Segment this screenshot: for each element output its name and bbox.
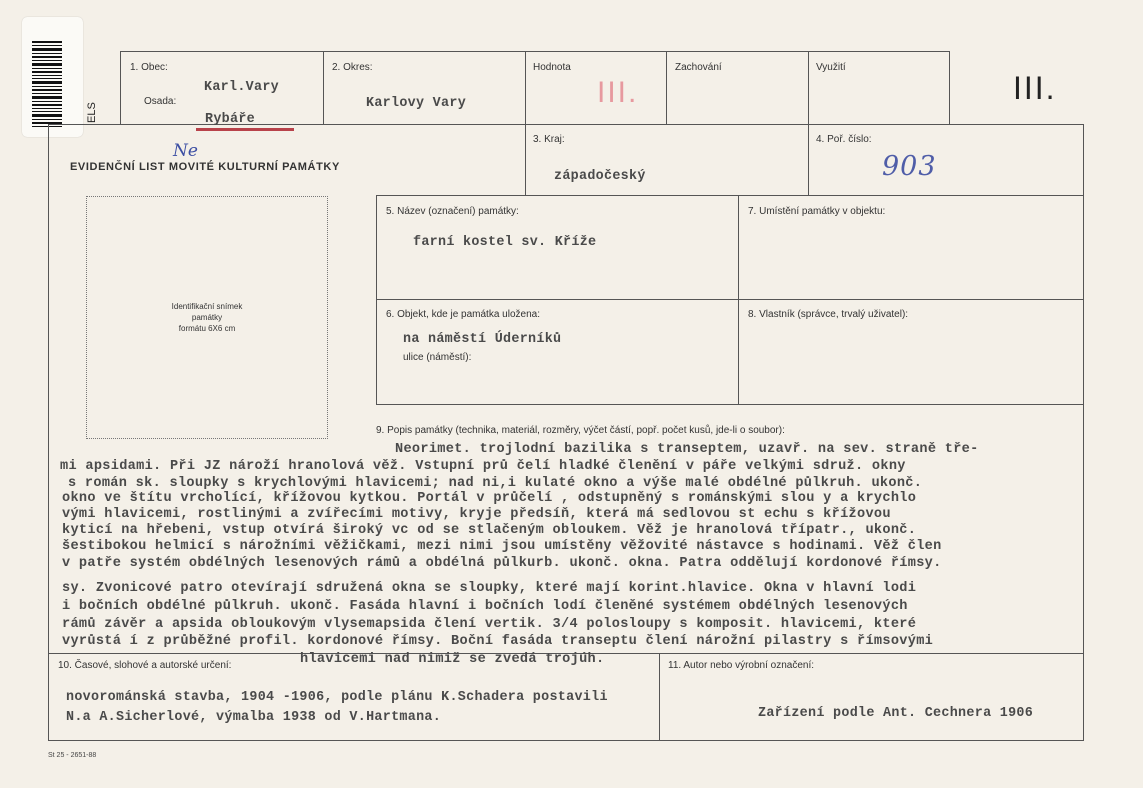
form-title: EVIDENČNÍ LIST MOVITÉ KULTURNÍ PAMÁTKY bbox=[70, 161, 340, 173]
handwritten-ne: Ne bbox=[173, 141, 198, 161]
kraj-label: 3. Kraj: bbox=[533, 134, 565, 145]
rule bbox=[120, 51, 121, 125]
autor-value: Zařízení podle Ant. Cechnera 1906 bbox=[758, 706, 1034, 721]
nazev-label: 5. Název (označení) památky: bbox=[386, 206, 519, 217]
rule bbox=[48, 740, 1084, 741]
red-underline bbox=[196, 128, 294, 131]
rule bbox=[666, 51, 667, 125]
umisteni-label: 7. Umístění památky v objektu: bbox=[748, 206, 886, 217]
rule bbox=[376, 195, 377, 404]
obec-label: 1. Obec: bbox=[130, 62, 168, 73]
barcode-label: ELS bbox=[86, 102, 98, 123]
rule bbox=[323, 51, 324, 125]
rule bbox=[376, 404, 1084, 405]
okres-label: 2. Okres: bbox=[332, 62, 373, 73]
rule bbox=[808, 51, 809, 195]
rule bbox=[949, 51, 950, 125]
photo-placeholder bbox=[86, 196, 328, 439]
rule bbox=[738, 195, 739, 404]
barcode-sticker bbox=[22, 17, 98, 137]
rule bbox=[376, 299, 1084, 300]
form-code: St 25 - 2651-88 bbox=[48, 752, 97, 759]
hodnota-value: III. bbox=[597, 76, 639, 109]
photo-note: Identifikační snímek památky formátu 6X6 cm bbox=[171, 302, 243, 333]
casove-line-1: novorománská stavba, 1904 -1906, podle plánu K.Schadera postavili bbox=[66, 690, 608, 705]
class-mark: III. bbox=[1013, 70, 1057, 106]
okres-value: Karlovy Vary bbox=[366, 96, 467, 111]
vlastnik-label: 8. Vlastník (správce, trvalý uživatel): bbox=[748, 309, 909, 320]
rule bbox=[48, 124, 49, 741]
obec-value: Karl.Vary bbox=[204, 80, 280, 95]
rule bbox=[120, 51, 950, 52]
rule bbox=[525, 51, 526, 195]
por-cislo-value: 903 bbox=[882, 151, 937, 182]
osada-value: Rybáře bbox=[205, 112, 256, 127]
por-cislo-label: 4. Poř. číslo: bbox=[816, 134, 872, 145]
hodnota-label: Hodnota bbox=[533, 62, 571, 73]
casove-label: 10. Časové, slohové a autorské určení: bbox=[58, 660, 232, 671]
record-card: ELS 1. Obec: Osada: Karl.Vary Rybáře 2. Okres: Karlovy Vary Hodnota III. Zachování Využití III. EVIDENČNÍ LIST MOVITÉ KULTURNÍ PAMÁTKY Ne 3. Kraj: západočeský 4. Poř. číslo: 903 Identifikační snímek památky formátu 6X6 cm 5. Název (označení) památky: farní kostel sv. Kříže 7. Umístění památky v objektu: 6. Objekt, kde je památka uložena: na náměstí Úderníků ulice (náměstí): 8. Vlastník (správce, trvalý uživatel): 9. Popis památky (technika, materiál, rozměry, výčet částí, popř. počet kusů, jde-li o soubor): Neorimet. trojlodní bazilika s transeptem, uzavř. na sev. straně tře- mi apsidami. Při JZ nároží hranolová věž. Vstupní prů čelí hladké členění v páře velkými sdruž. okny s román sk. sloupky s krychlovými hlavicemi; nad ni,i kulaté okno a výše malé obdélné půlkruh. ukonč. okno ve štítu vrcholící, křížovou kytkou. Portál v průčelí , odstupněný s románskými slou y a krychlo vými hlavicemi, rostlinými a zvířecími motivy, kryje předsíň, která má sedlovou st echu s křížovou kyticí na hřebeni, vstup otvírá široký vc od se stlačeným obloukem. Věž je hranolová třípatr., ukonč. šestibokou helmicí s nárožními věžičkami, mezi nimi jsou umístěny věžovité nástavce s hodinami. Věž člen v patře systém obdélných lesenových rámů a obdélná půlkurb. ukonč. okna. Patra oddělují kordonové římsy. sy. Zvonicové patro otevírají sdružená okna se sloupky, které mají korint.hlavice. Okna v hlavní lodi i bočních obdélné půlkruh. ukonč. Fasáda hlavní i bočních lodí členěné systémem obdélných lesenových rámů závěr a apsida obloukovým vlysemapsida člení vertik. 3/4 polosloupy s komposit. hlavicemi, které vyrůstá í z průběžné profil. kordonové římsy. Boční fasáda transeptu člení nárožní pilastry s římsovými hlavicemi nad nimiž se zvedá trojúh. 10. Časové, slohové a autorské určení: novorománská stavba, 1904 -1906, podle plánu K.Schadera postavili N.a A.Sicherlové, výmalba 1938 od V.Hartmana. 11. Autor nebo výrobní označení: Zařízení podle Ant. Cechnera 1906 St 25 - 2651-88 bbox=[0, 0, 1143, 788]
objekt-value: na náměstí Úderníků bbox=[403, 332, 562, 347]
rule bbox=[1083, 124, 1084, 741]
osada-label: Osada: bbox=[144, 96, 177, 107]
casove-line-2: N.a A.Sicherlové, výmalba 1938 od V.Hartmana. bbox=[66, 710, 442, 725]
ulice-label: ulice (náměstí): bbox=[403, 352, 472, 363]
kraj-value: západočeský bbox=[554, 169, 646, 184]
vyuziti-label: Využití bbox=[816, 62, 846, 73]
objekt-label: 6. Objekt, kde je památka uložena: bbox=[386, 309, 540, 320]
popis-label: 9. Popis památky (technika, materiál, rozměry, výčet částí, popř. počet kusů, jde-li o soubor): bbox=[376, 425, 785, 436]
autor-label: 11. Autor nebo výrobní označení: bbox=[668, 660, 815, 671]
barcode-icon bbox=[32, 41, 62, 127]
rule bbox=[376, 195, 1084, 196]
rule bbox=[48, 124, 1084, 125]
zachovani-label: Zachování bbox=[675, 62, 722, 73]
nazev-value: farní kostel sv. Kříže bbox=[413, 235, 597, 250]
rule bbox=[659, 653, 660, 741]
